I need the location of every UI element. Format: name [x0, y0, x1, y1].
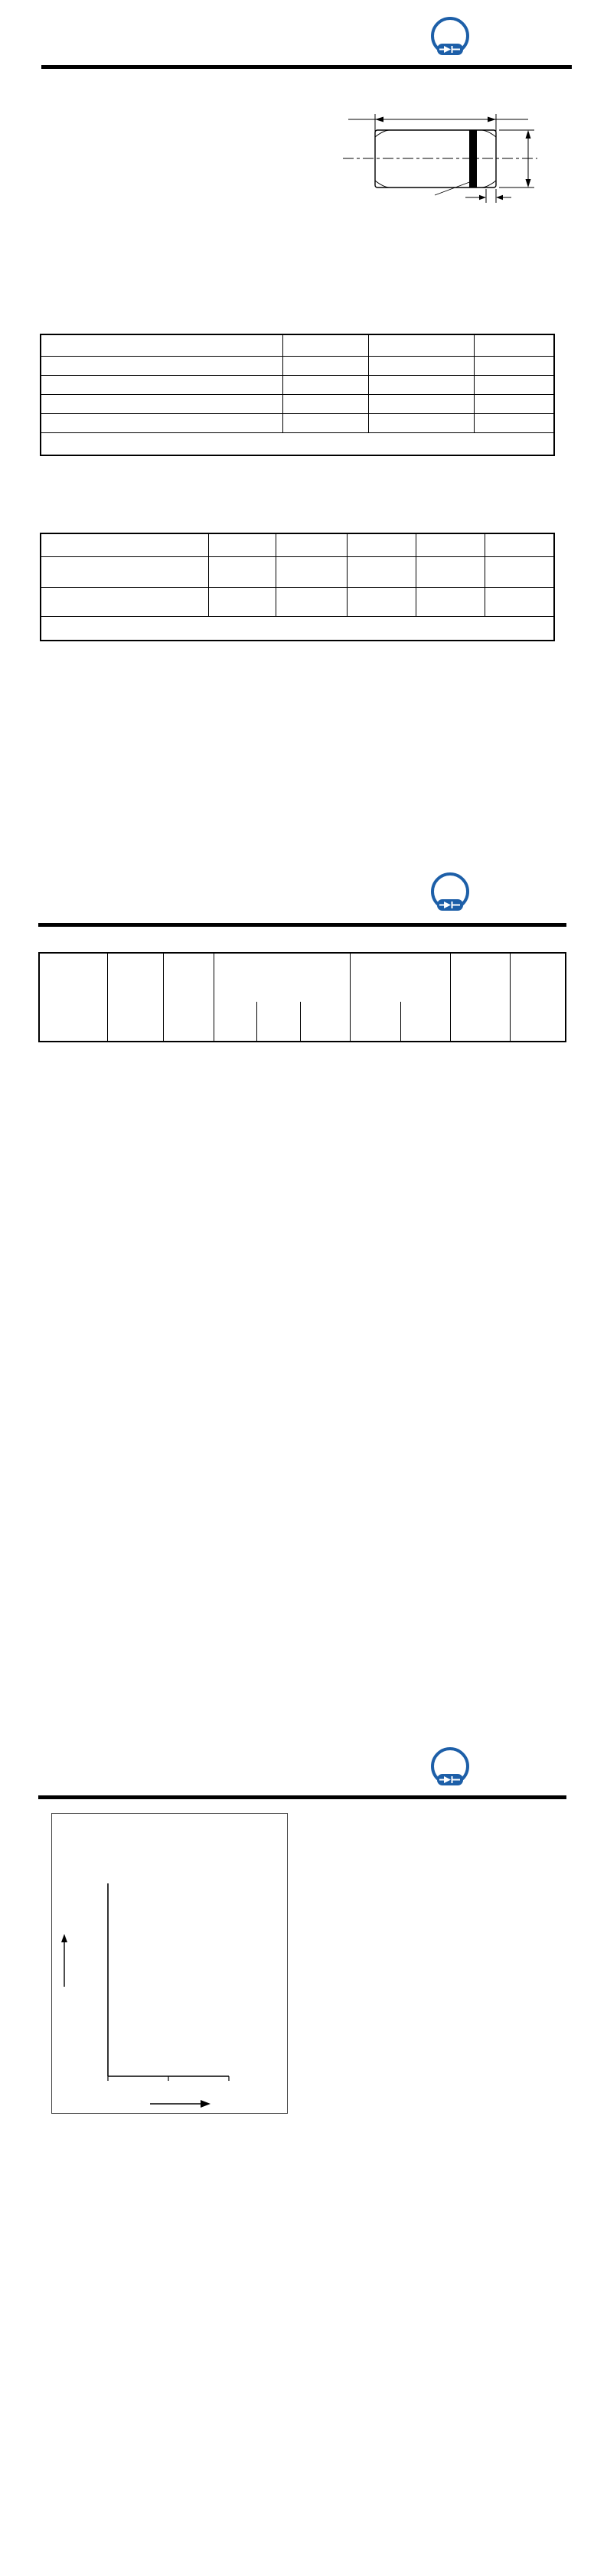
brand-logo	[431, 17, 475, 55]
zener-impedance-header	[214, 953, 350, 1002]
ir-unit-cell	[350, 1002, 400, 1042]
vr-unit-cell	[400, 1002, 450, 1042]
diode-icon	[437, 44, 463, 55]
zzt-unit-cell	[214, 1002, 256, 1042]
symbol-cell	[208, 556, 276, 587]
brand-logo	[431, 872, 475, 911]
empty-header-cell	[41, 334, 282, 356]
diode-icon	[437, 1774, 463, 1785]
table-row	[41, 556, 554, 587]
footnote-row	[41, 432, 554, 455]
izt-unit-cell	[163, 1002, 214, 1042]
unit-cell	[485, 587, 554, 616]
brand-logo	[431, 1747, 475, 1785]
typ-cell	[347, 587, 416, 616]
reverse-leakage-header	[350, 953, 450, 1002]
zzk-unit-cell	[256, 1002, 300, 1042]
table-footnote	[41, 616, 554, 641]
min-header	[276, 533, 347, 556]
unit-header	[474, 334, 554, 356]
unit-cell	[474, 413, 554, 432]
symbol-cell	[282, 394, 368, 413]
value-header	[368, 334, 474, 356]
electrical-characteristics-table	[38, 952, 566, 1042]
unit-cell	[474, 394, 554, 413]
value-cell	[368, 375, 474, 394]
symbol-cell	[282, 413, 368, 432]
diode-icon	[437, 899, 463, 911]
table-row	[41, 375, 554, 394]
unit-cell	[474, 375, 554, 394]
brand-monogram-icon	[431, 872, 469, 911]
derating-chart	[51, 1813, 288, 2114]
empty-header-cell	[41, 533, 208, 556]
symbol-cell	[282, 375, 368, 394]
param-label	[41, 375, 282, 394]
abs-max-table	[40, 334, 555, 456]
table-row	[41, 413, 554, 432]
param-label	[41, 356, 282, 375]
header-rule	[38, 1795, 566, 1799]
surge-unit-cell	[450, 1002, 510, 1042]
group-header-row	[39, 953, 566, 1002]
max-header	[416, 533, 485, 556]
max-regulator-header	[510, 953, 566, 1002]
typ-header	[347, 533, 416, 556]
param-label	[41, 413, 282, 432]
param-label	[41, 587, 208, 616]
symbol-cell	[208, 587, 276, 616]
header-rule	[41, 65, 572, 69]
test-current-header	[163, 953, 214, 1002]
izk-unit-cell	[300, 1002, 350, 1042]
table-header-row	[41, 334, 554, 356]
derating-plot	[52, 1814, 287, 2113]
vz-unit-cell	[107, 1002, 163, 1042]
footnote-row	[41, 616, 554, 641]
nominal-voltage-header	[107, 953, 163, 1002]
min-cell	[276, 587, 347, 616]
min-cell	[276, 556, 347, 587]
unit-cell	[485, 556, 554, 587]
unit-header	[485, 533, 554, 556]
y-axis-arrow-icon	[61, 1934, 67, 1942]
value-cell	[368, 413, 474, 432]
value-cell	[368, 394, 474, 413]
izm-unit-cell	[510, 1002, 566, 1042]
type-header	[39, 953, 107, 1042]
max-cell	[416, 587, 485, 616]
table-footnote	[41, 432, 554, 455]
symbol-header	[282, 334, 368, 356]
brand-monogram-icon	[431, 1747, 469, 1785]
param-label	[41, 556, 208, 587]
symbol-header	[208, 533, 276, 556]
table-header-row	[41, 533, 554, 556]
x-axis-arrow-icon	[201, 2100, 210, 2108]
typ-cell	[347, 556, 416, 587]
package-drawing	[337, 102, 605, 213]
brand-monogram-icon	[431, 17, 469, 55]
param-label	[41, 394, 282, 413]
table-row	[41, 587, 554, 616]
table-row	[41, 394, 554, 413]
characteristics-table	[40, 533, 555, 641]
header-rule	[38, 923, 566, 927]
unit-header-row	[39, 1002, 566, 1042]
table-row	[41, 356, 554, 375]
surge-current-header	[450, 953, 510, 1002]
max-cell	[416, 556, 485, 587]
